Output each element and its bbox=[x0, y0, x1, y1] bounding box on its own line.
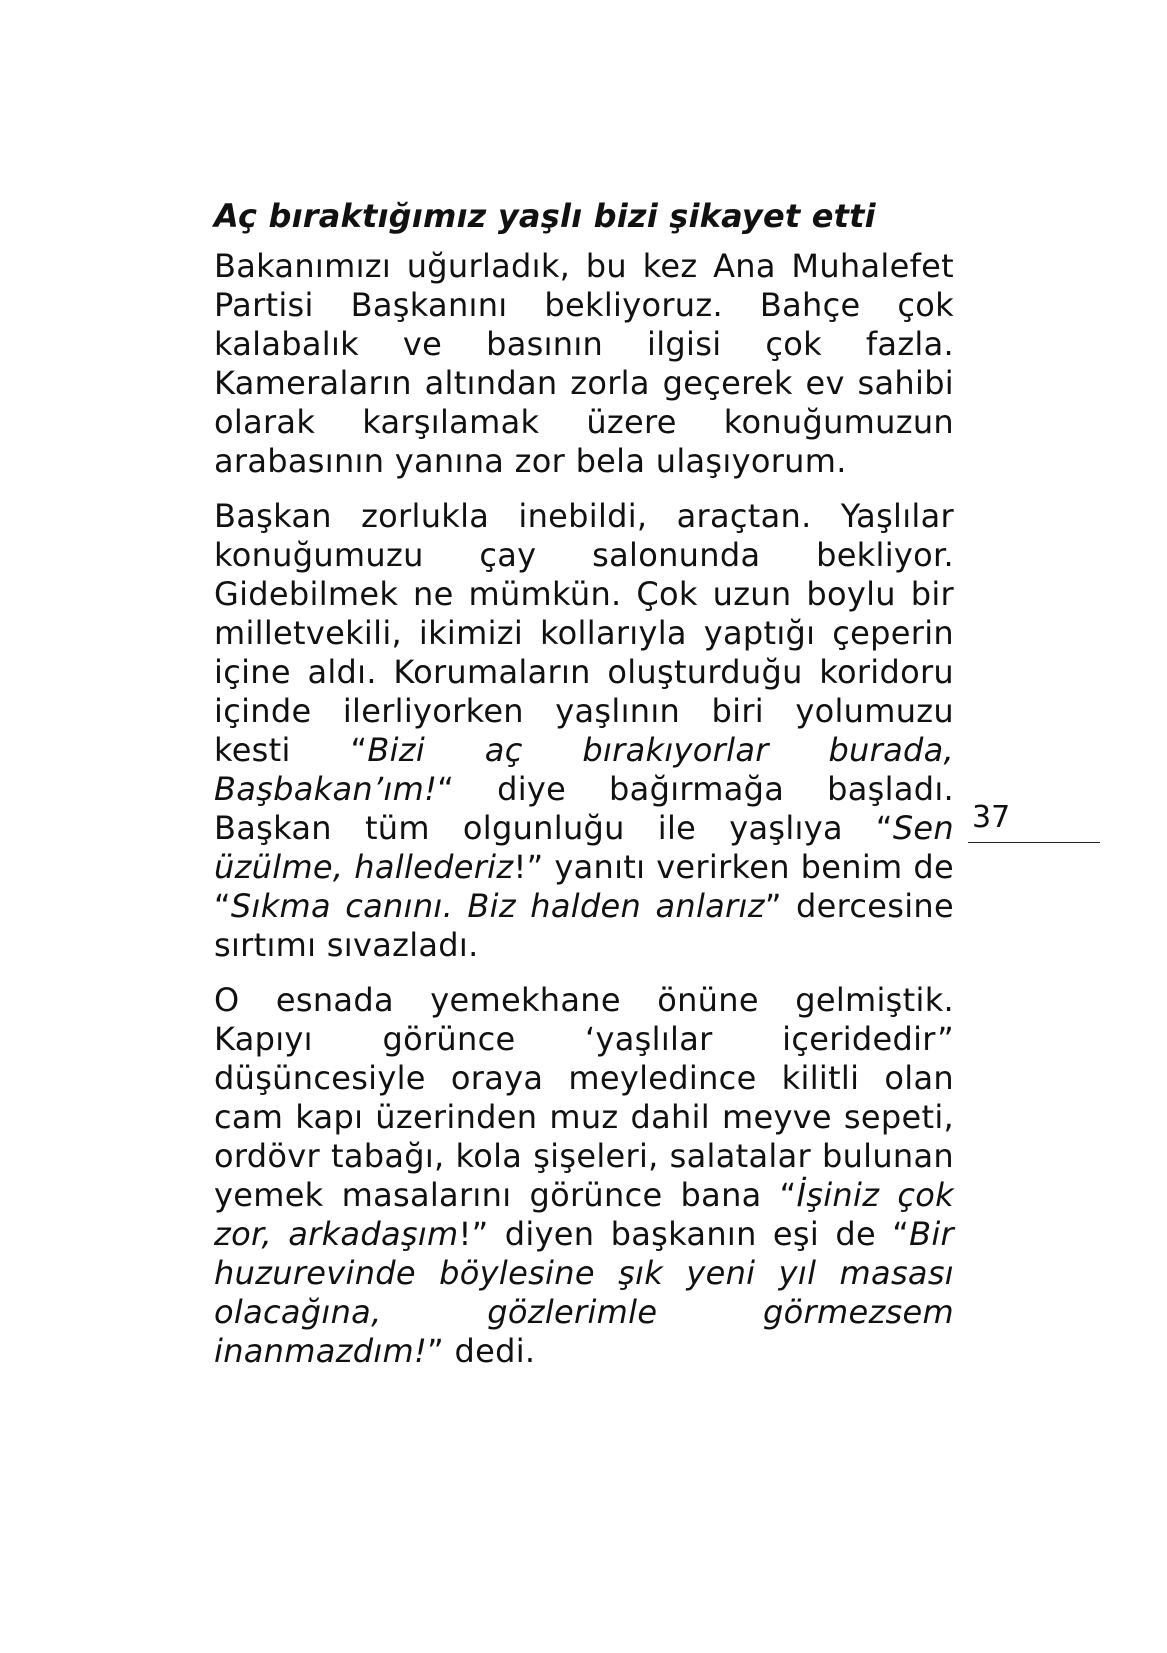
italic-quote: Bizi aç bırakıyorlar burada, Başbakan’ım! bbox=[214, 731, 954, 808]
text-run: Bakanımızı uğurladık, bu kez Ana Muhalefet Partisi Başkanını bekliyoruz. Bahçe çok kalabalık ve basının ilgisi çok fazla. Kameraların altından zorla geçerek ev sahibi olarak karşılamak üzere konuğumuzun arabasının yanına zor bela ulaşıyorum. bbox=[214, 247, 954, 480]
page-number: 37 bbox=[972, 800, 1011, 835]
text-run: ” dercesine sırtımı sıvazladı. bbox=[214, 887, 954, 964]
text-column bbox=[214, 196, 954, 1387]
text-run: “ diye bağırmağa başladı. Başkan tüm olgunluğu ile yaşlıya “ bbox=[214, 770, 954, 847]
text-run: Başkan zorlukla inebildi, araçtan. Yaşlılar konuğumuzu çay salonunda bekliyor. Gidebilmek ne mümkün. Çok uzun boylu bir milletvekili, ikimizi kollarıyla yaptığı çeperin içine aldı. Korumaların oluşturduğu koridoru içinde ilerliyorken yaşlının biri yolumuzu kesti “ bbox=[214, 497, 954, 769]
text-run: !” yanıtı verirken benim de “ bbox=[214, 848, 954, 925]
italic-quote: Bir huzurevinde böylesine şık yeni yıl masası olacağına, gözlerimle görmezsem inanmazdım! bbox=[214, 1215, 954, 1370]
italic-quote: Sen üzülme, hallederiz bbox=[214, 809, 954, 886]
paragraph bbox=[214, 981, 954, 1371]
page-number-rule bbox=[968, 842, 1100, 843]
body-text bbox=[214, 247, 954, 1371]
italic-quote: Sıkma canını. Biz halden anlarız bbox=[230, 887, 765, 925]
paragraph bbox=[214, 497, 954, 965]
paragraph bbox=[214, 247, 954, 481]
section-title: Aç bıraktığımız yaşlı bizi şikayet etti bbox=[214, 197, 876, 235]
text-run: ” dedi. bbox=[427, 1332, 536, 1370]
text-run: !” diyen başkanın eşi de “ bbox=[458, 1215, 910, 1253]
italic-quote: İşiniz çok zor, arkadaşım bbox=[214, 1176, 954, 1253]
text-run: O esnada yemekhane önüne gelmiştik. Kapıyı görünce ‘yaşlılar içeridedir” düşüncesiyle oraya meyledince kilitli olan cam kapı üzerinden muz dahil meyve sepeti, ordövr tabağı, kola şişeleri, salatalar bulunan yemek masalarını görünce bana “ bbox=[214, 981, 954, 1214]
